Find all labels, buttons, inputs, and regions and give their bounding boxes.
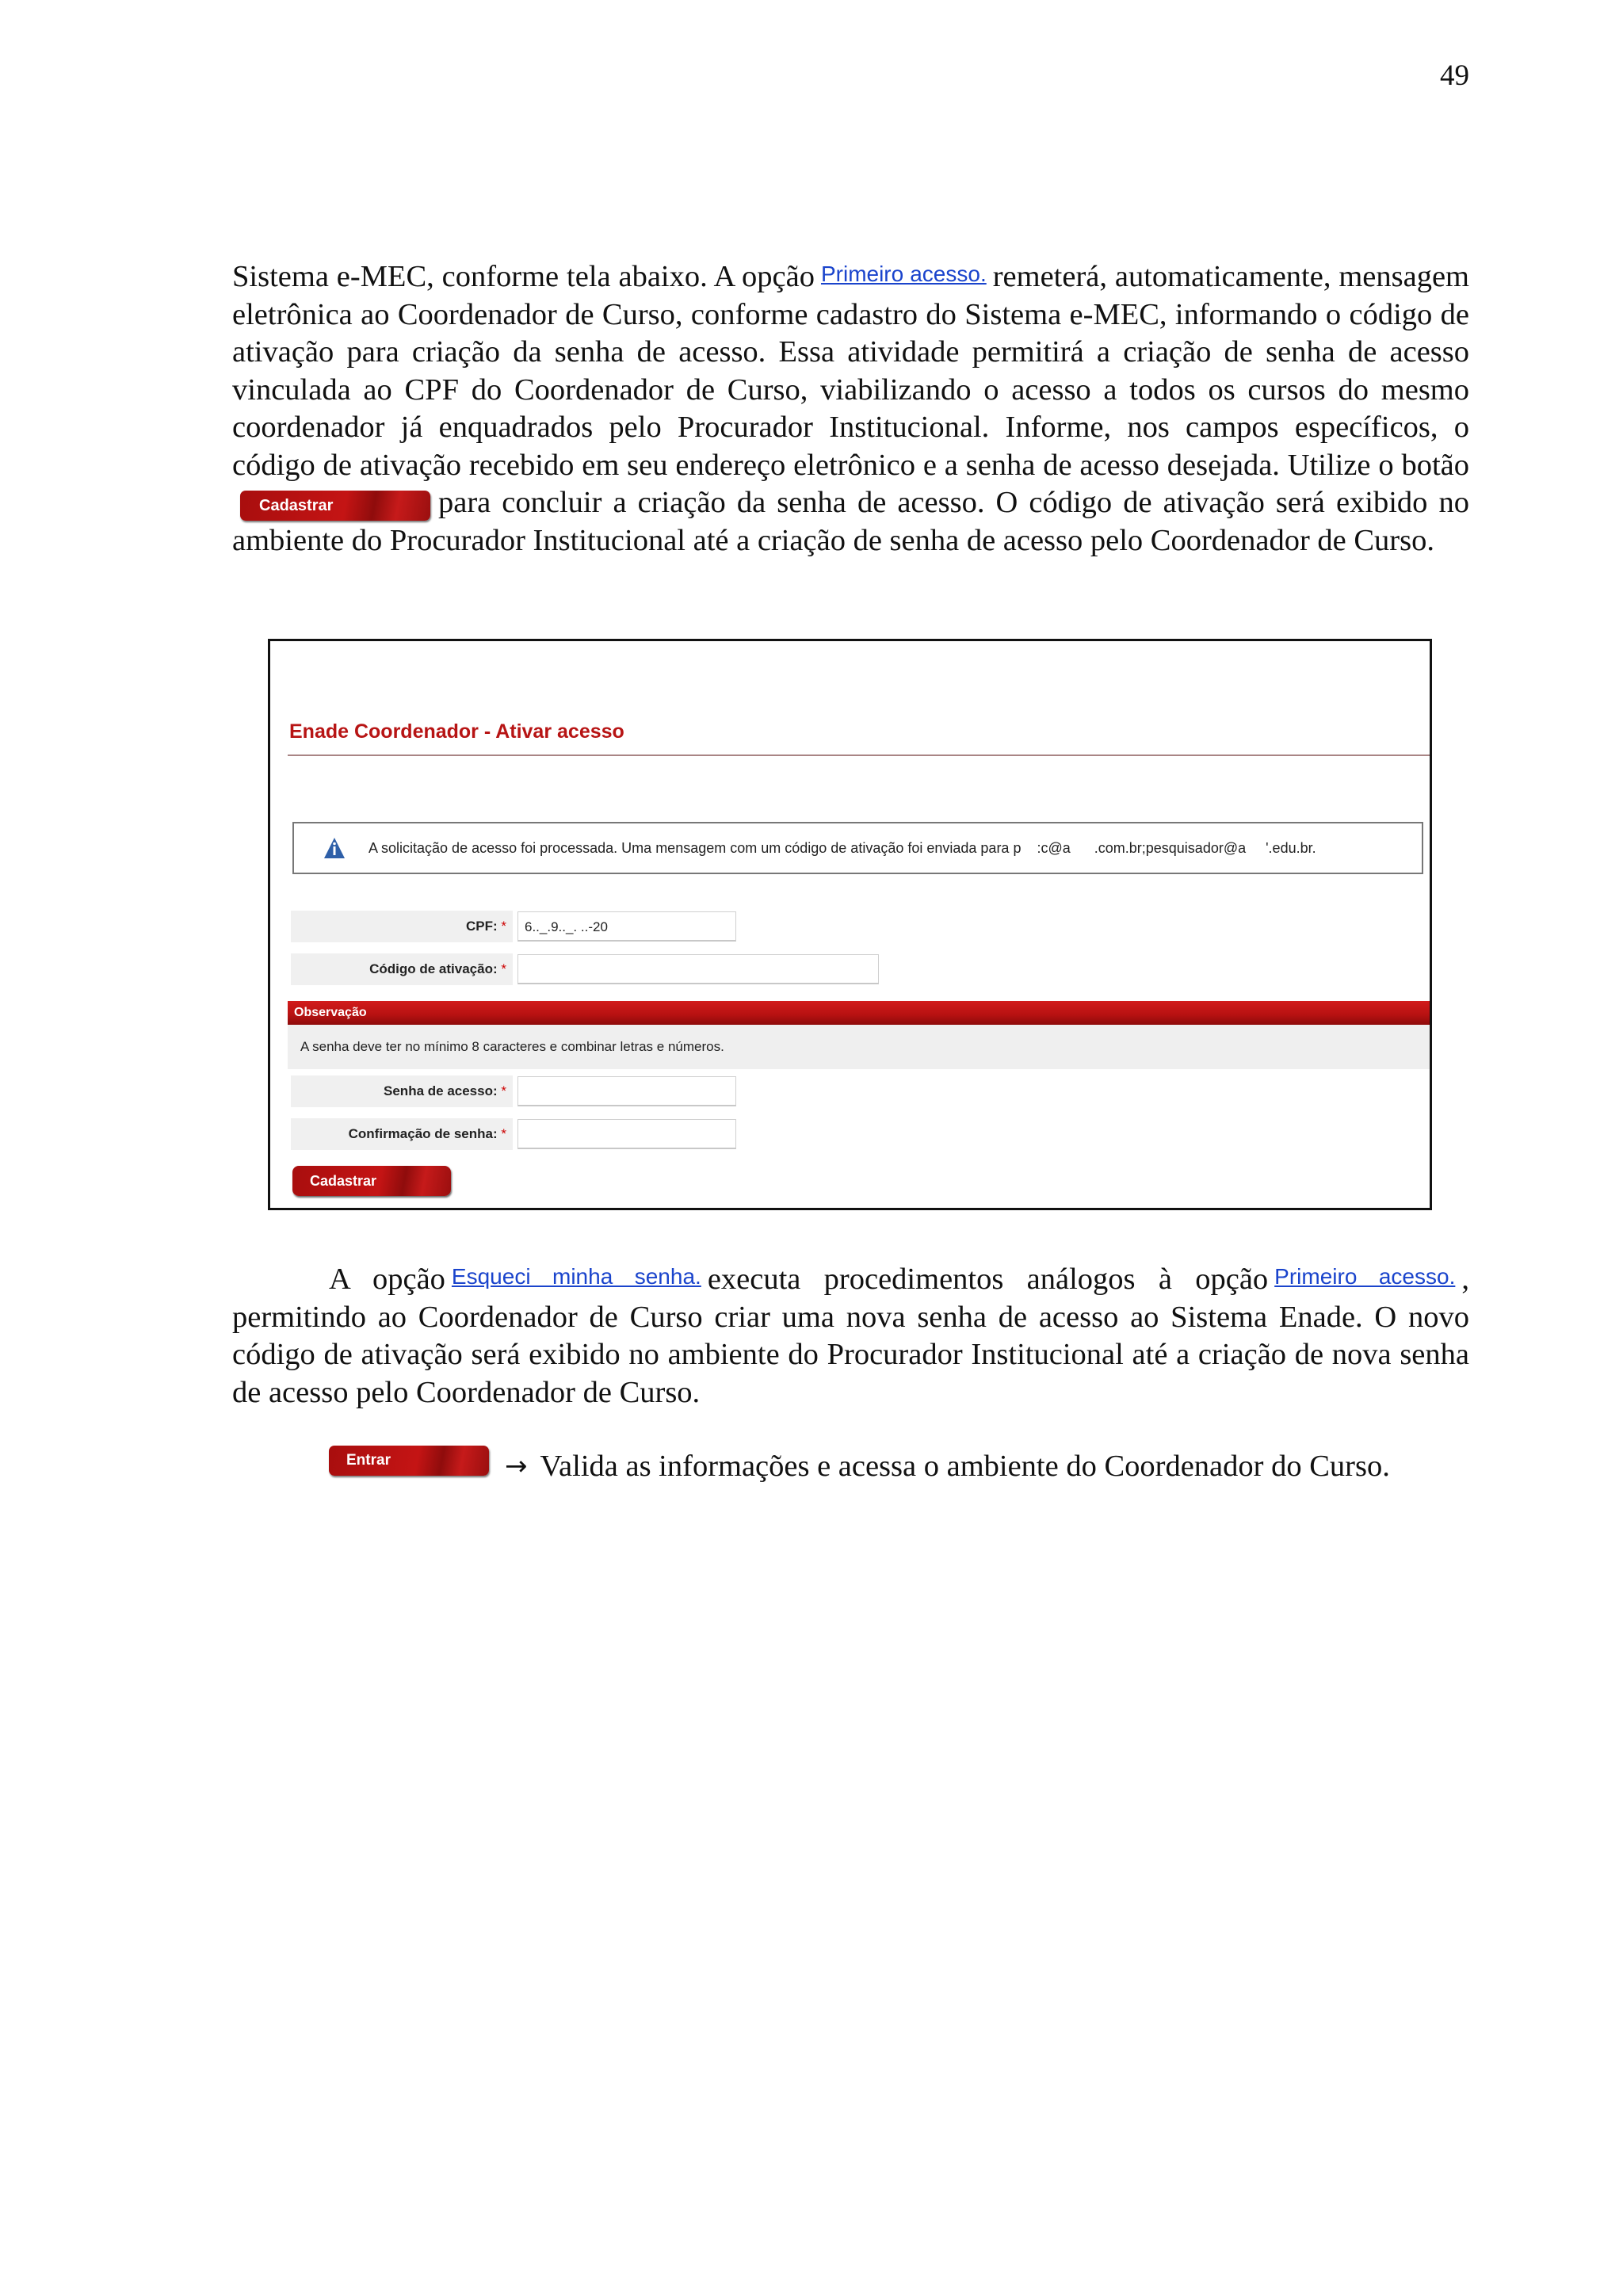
required-mark: * (501, 1126, 506, 1141)
observacao-header: Observação (288, 1001, 1430, 1025)
codigo-ativacao-label (291, 953, 513, 985)
cpf-label-text: CPF: (465, 919, 498, 934)
primeiro-acesso-link-2[interactable]: Primeiro acesso. (1274, 1264, 1456, 1289)
senha-label-text: Senha de acesso: (384, 1083, 498, 1098)
confirmacao-row (291, 1117, 736, 1152)
senha-label (291, 1075, 513, 1107)
paragraph-esqueci-start: A opção (329, 1263, 445, 1296)
cpf-label (291, 911, 513, 942)
esqueci-senha-link[interactable]: Esqueci minha senha. (451, 1264, 701, 1289)
title-divider (288, 755, 1430, 756)
paragraph-esqueci-end: , permitindo ao Coordenador de Curso criar uma nova senha de acesso ao Sistema Enade. O novo código de ativação será exibido no ambiente do Procurador Institucional até a criação de nova senha de acesso pelo Coordenador de Curso. (232, 1263, 1469, 1409)
cadastrar-button-inline[interactable]: Cadastrar (240, 491, 430, 521)
observacao-text: A senha deve ter no mínimo 8 caracteres e combinar letras e números. (288, 1025, 1430, 1069)
ativar-acesso-screenshot (268, 639, 1432, 1210)
arrow-right-icon: → (505, 1450, 528, 1482)
confirmacao-label-text: Confirmação de senha: (348, 1126, 498, 1141)
paragraph-intro-middle: remeterá, automaticamente, mensagem eletrônica ao Coordenador de Curso, conforme cadastro do Sistema e-MEC, informando o código de ativação para criação da senha de acesso. Essa atividade permitirá a criação de senha de acesso vinculada ao CPF do Coordenador de Curso, viabilizando o acesso a todos os cursos do mesmo coordenador já enquadrados pelo Procurador Institucional. Informe, nos campos específicos, o código de ativação recebido em seu endereço eletrônico e a senha de acesso desejada. Utilize o botão (232, 260, 1469, 482)
required-mark: * (501, 919, 506, 934)
paragraph-intro-start: Sistema e-MEC, conforme tela abaixo. A opção (232, 260, 815, 293)
codigo-ativacao-label-text: Código de ativação: (369, 961, 498, 976)
codigo-ativacao-input[interactable] (517, 954, 879, 984)
info-icon (323, 836, 346, 860)
paragraph-esqueci (232, 1258, 1469, 1412)
cadastrar-button[interactable]: Cadastrar (292, 1166, 451, 1196)
screen-title: Enade Coordenador - Ativar acesso (289, 720, 624, 743)
paragraph-intro-end: para concluir a criação da senha de acesso. O código de ativação será exibido no ambiente do Procurador Institucional até a criação de senha de acesso pelo Coordenador de Curso. (232, 486, 1469, 557)
page-number: 49 (1440, 59, 1469, 92)
entrar-description (329, 1449, 1390, 1484)
paragraph-intro (232, 255, 1469, 560)
codigo-ativacao-row (291, 952, 879, 987)
cpf-row (291, 909, 736, 944)
entrar-button[interactable]: Entrar (329, 1446, 489, 1476)
paragraph-esqueci-middle: executa procedimentos análogos à opção (707, 1263, 1269, 1296)
confirmacao-input[interactable] (517, 1119, 736, 1149)
confirmacao-label (291, 1118, 513, 1150)
info-alert (292, 822, 1423, 874)
senha-row (291, 1074, 736, 1109)
required-mark: * (501, 961, 506, 976)
primeiro-acesso-link[interactable]: Primeiro acesso. (820, 262, 987, 286)
required-mark: * (501, 1083, 506, 1098)
alert-message: A solicitação de acesso foi processada. Uma mensagem com um código de ativação foi enviada para p :c@a .com.br;pesquisador@a '.edu.br. (369, 839, 1316, 856)
cpf-input[interactable]: 6.._.9.._. ..-20 (517, 911, 736, 942)
entrar-text: Valida as informações e acessa o ambiente do Coordenador do Curso. (540, 1450, 1390, 1483)
senha-input[interactable] (517, 1076, 736, 1106)
